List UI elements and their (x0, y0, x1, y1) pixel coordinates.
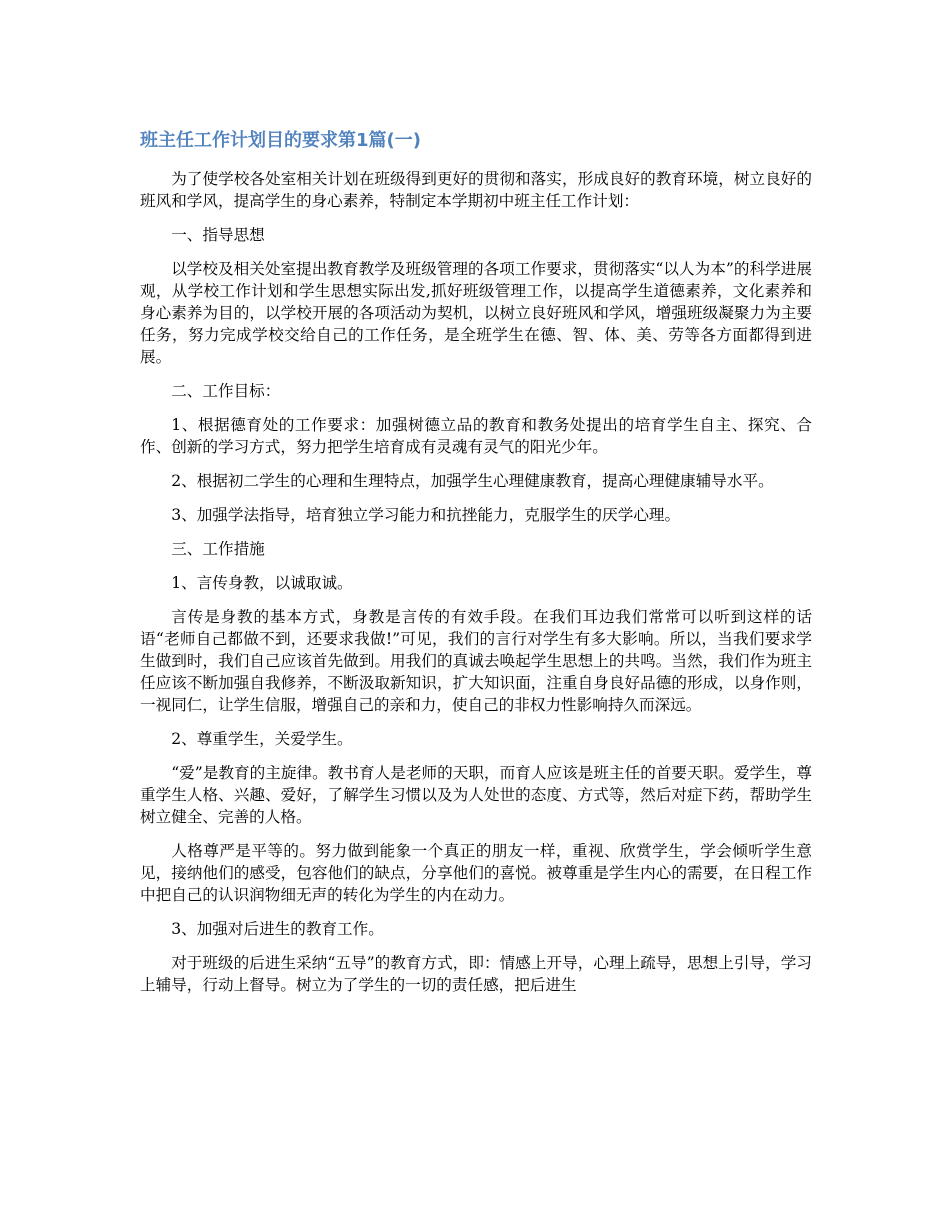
document-title: 班主任工作计划目的要求第1篇(一) (140, 130, 421, 151)
section-heading-work-goals: 二、工作目标： (171, 382, 281, 400)
goal-item-1: 1、根据德育处的工作要求：加强树德立品的教育和教务处提出的培育学生自主、探究、合作、创新的学习方式，努力把学生培育成有灵魂有灵气的阳光少年。 (140, 416, 812, 456)
paragraph-measure-2b: 人格尊严是平等的。努力做到能象一个真正的朋友一样，重视、欣赏学生，学会倾听学生意见，接纳他们的感受，包容他们的缺点，分享他们的喜悦。被尊重是学生内心的需要，在日程工作中把自己的认识润物细无声的转化为学生的内在动力。 (140, 842, 812, 904)
goal-item-2: 2、根据初二学生的心理和生理特点，加强学生心理健康教育，提高心理健康辅导水平。 (171, 472, 774, 490)
section-heading-work-measures: 三、工作措施 (171, 540, 265, 558)
measure-heading-1: 1、言传身教，以诚取诚。 (171, 574, 353, 592)
paragraph-measure-3: 对于班级的后进生采纳“五导”的教育方式，即：情感上开导，心理上疏导，思想上引导，学习上辅导，行动上督导。树立为了学生的一切的责任感，把后进生 (140, 954, 812, 994)
section-heading-guiding-ideology: 一、指导思想 (171, 226, 265, 244)
measure-heading-3: 3、加强对后进生的教育工作。 (171, 920, 384, 938)
paragraph-measure-2a: “爱”是教育的主旋律。教书育人是老师的天职，而育人应该是班主任的首要天职。爱学生，尊重学生人格、兴趣、爱好，了解学生习惯以及为人处世的态度、方式等，然后对症下药，帮助学生树立健全、完善的人格。 (140, 764, 812, 826)
paragraph-guiding-ideology: 以学校及相关处室提出教育教学及班级管理的各项工作要求，贯彻落实“以人为本”的科学进展观，从学校工作计划和学生思想实际出发,抓好班级管理工作，以提高学生道德素养，文化素养和身心素养为目的，以学校开展的各项活动为契机，以树立良好班风和学风，增强班级凝聚力为主要任务，努力完成学校交给自己的工作任务，是全班学生在德、智、体、美、劳等各方面都得到进展。 (140, 260, 812, 366)
paragraph-intro: 为了使学校各处室相关计划在班级得到更好的贯彻和落实，形成良好的教育环境，树立良好的班风和学风，提高学生的身心素养，特制定本学期初中班主任工作计划： (140, 170, 812, 210)
goal-item-3: 3、加强学法指导，培育独立学习能力和抗挫能力，克服学生的厌学心理。 (171, 506, 681, 524)
document-page (140, 128, 812, 1008)
paragraph-measure-1: 言传是身教的基本方式，身教是言传的有效手段。在我们耳边我们常常可以听到这样的话语“老师自己都做不到，还要求我做!”可见，我们的言行对学生有多大影响。所以，当我们要求学生做到时，我们自己应该首先做到。用我们的真诚去唤起学生思想上的共鸣。当然，我们作为班主任应该不断加强自我修养，不断汲取新知识，扩大知识面，注重自身良好品德的形成，以身作则，一视同仁，让学生信服，增强自己的亲和力，使自己的非权力性影响持久而深远。 (140, 608, 812, 714)
measure-heading-2: 2、尊重学生，关爱学生。 (171, 730, 353, 748)
